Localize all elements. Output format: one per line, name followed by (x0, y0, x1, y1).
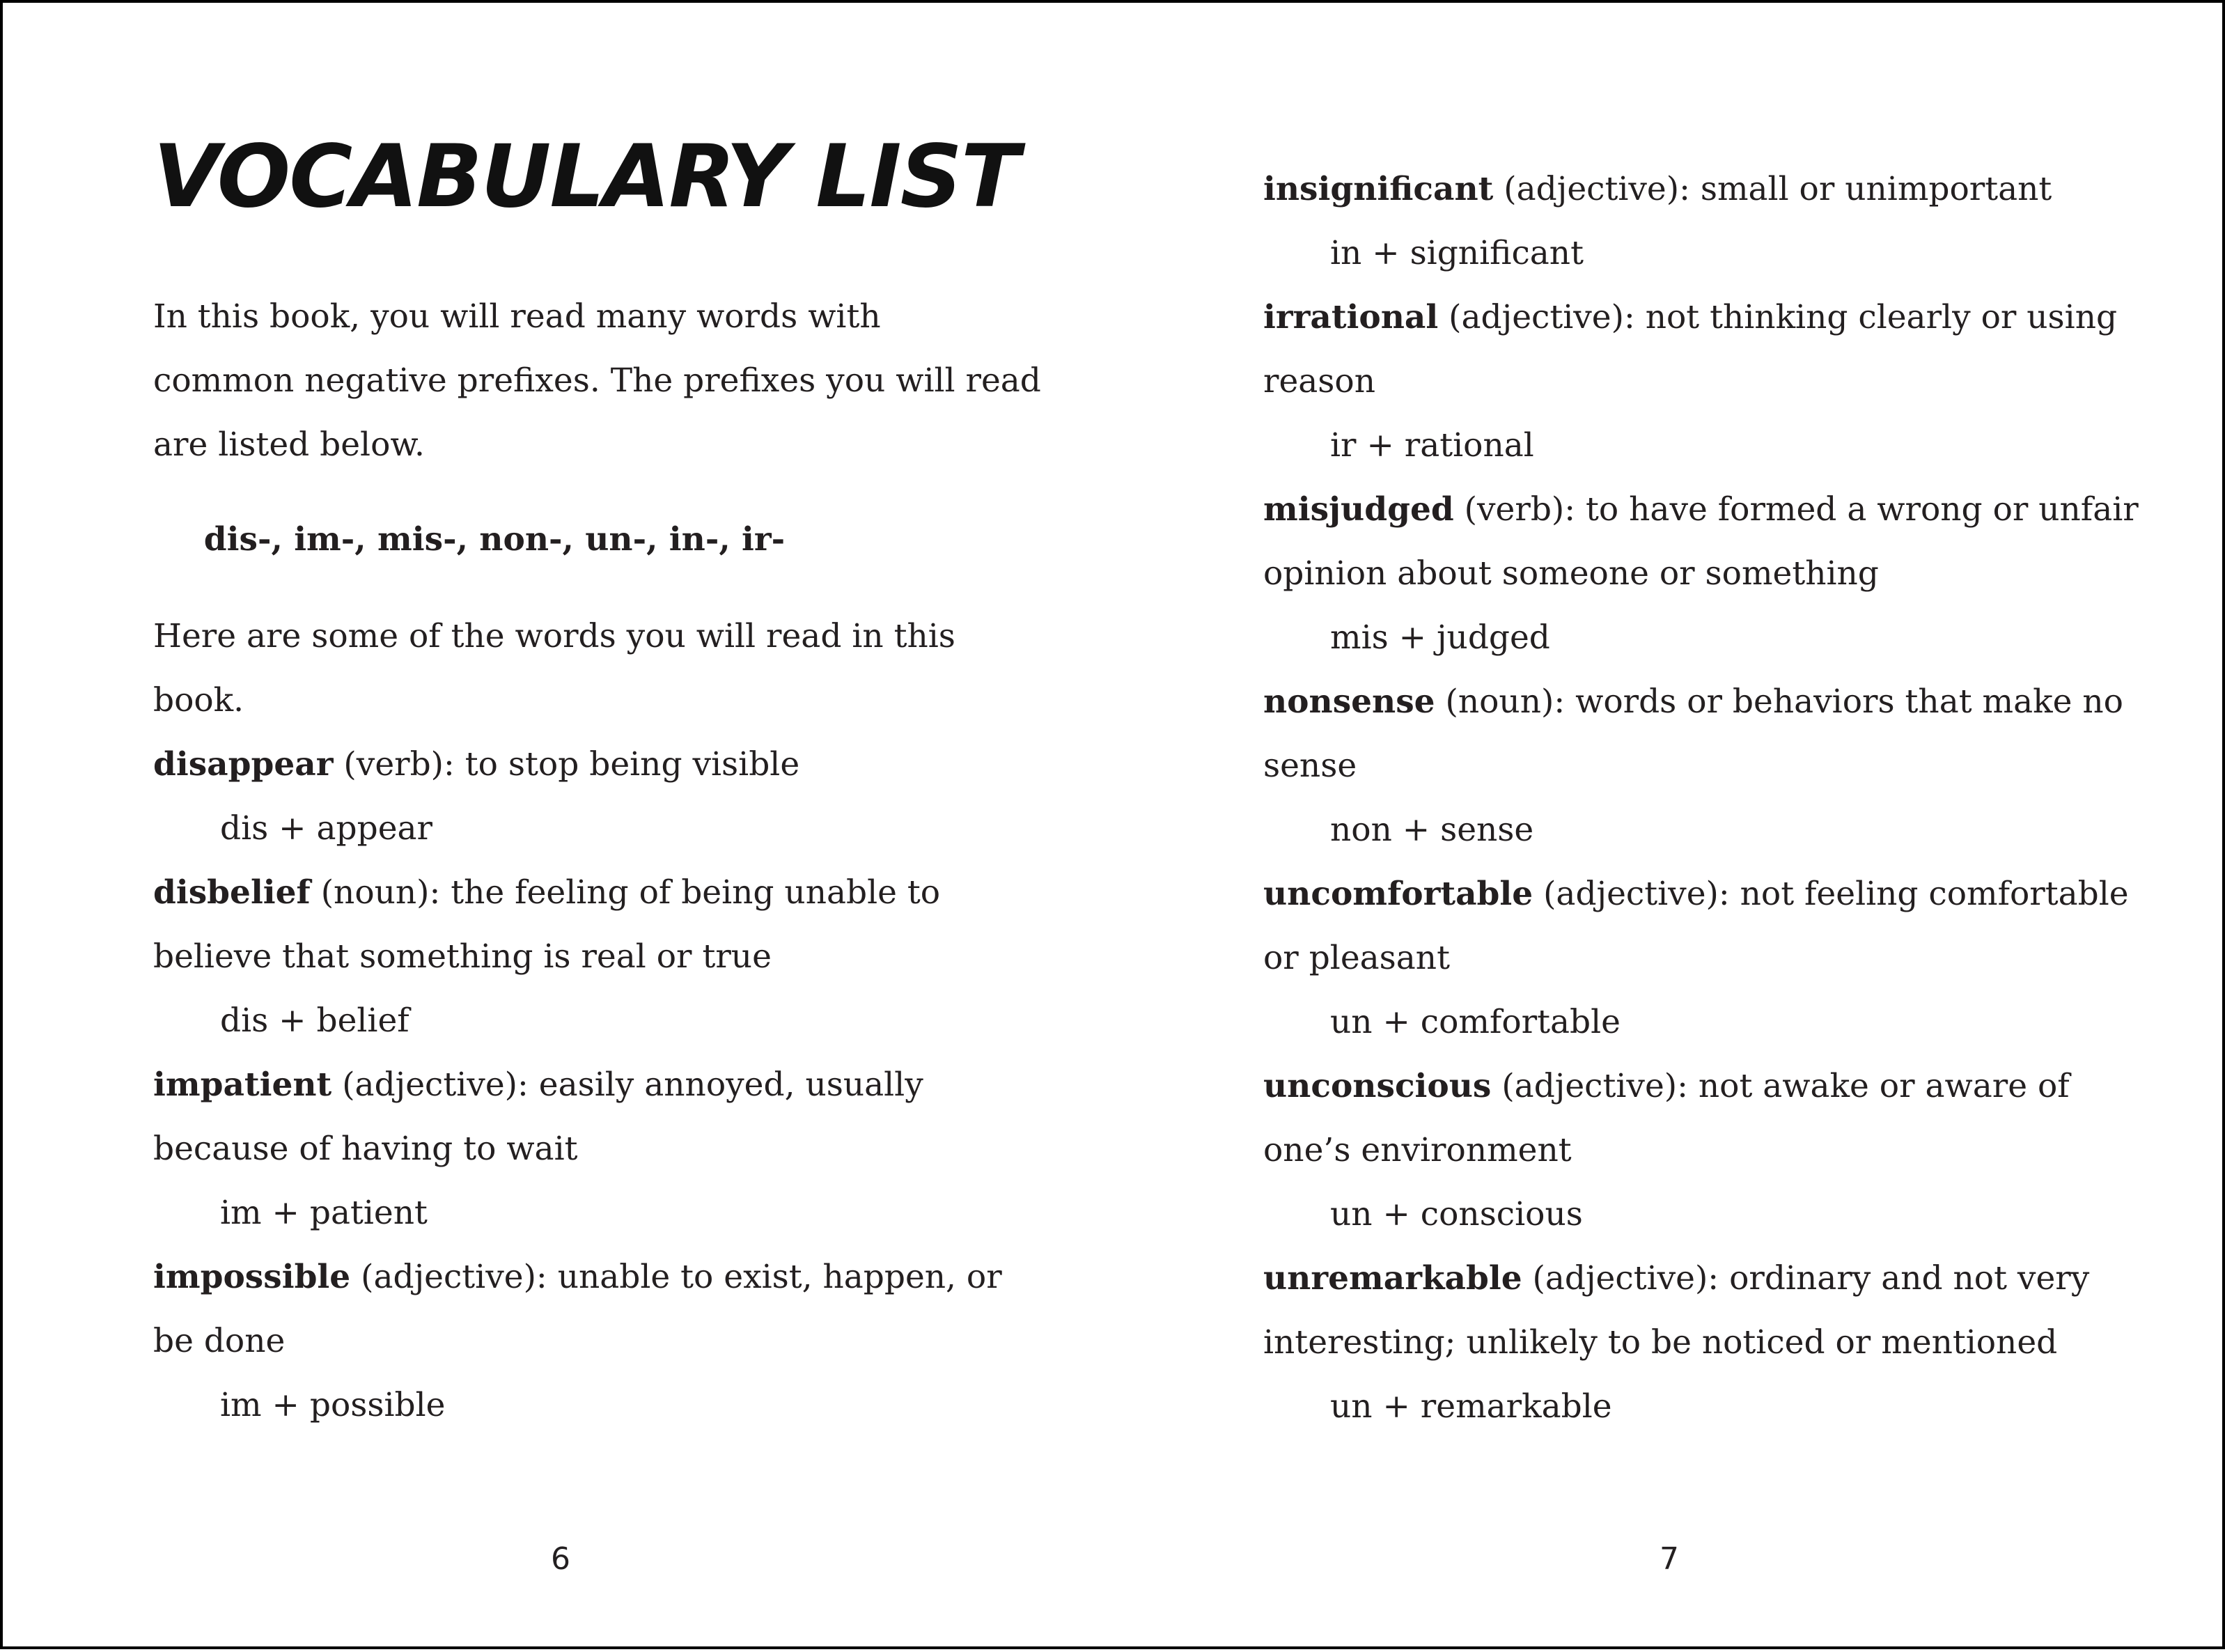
entry-irrational (1263, 286, 2139, 350)
left-page (3, 3, 1115, 1652)
entry-definition-continued: believe that something is real or true (153, 937, 772, 976)
vocabulary-list-left (153, 605, 1002, 1437)
entry-definition-continued: reason (1263, 362, 1375, 400)
entry-definition-continued: interesting; unlikely to be noticed or mentioned (1263, 1323, 2058, 1362)
entry-breakdown: ir + rational (1330, 426, 1534, 465)
entry-term: irrational (1263, 298, 1439, 336)
entry-term: unconscious (1263, 1067, 1492, 1105)
lead-in-line: book. (153, 681, 244, 719)
entry-term: uncomfortable (1263, 875, 1533, 913)
entry-breakdown: dis + appear (220, 809, 432, 848)
entry-definition: (adjective): small or unimportant (1493, 170, 2052, 208)
entry-breakdown: un + remarkable (1330, 1387, 1612, 1426)
entry-disappear (153, 733, 1002, 797)
entry-term: impatient (153, 1066, 332, 1104)
entry-unremarkable (1263, 1247, 2139, 1311)
entry-definition: (adjective): not awake or aware of (1491, 1067, 2070, 1105)
entry-definition: (noun): words or behaviors that make no (1435, 683, 2123, 721)
entry-breakdown: dis + belief (220, 1002, 409, 1040)
prefix-list: dis-, im-, mis-, non-, un-, in-, ir- (203, 520, 786, 559)
entry-term: nonsense (1263, 683, 1435, 721)
entry-breakdown: im + possible (220, 1386, 446, 1424)
entry-breakdown: non + sense (1330, 811, 1534, 849)
entry-term: unremarkable (1263, 1259, 1522, 1298)
entry-breakdown: in + significant (1330, 234, 1584, 272)
entry-insignificant (1263, 157, 2139, 221)
entry-term: disappear (153, 745, 334, 784)
right-page (1115, 3, 2225, 1652)
intro-line: are listed below. (153, 426, 425, 464)
entry-definition: (adjective): not thinking clearly or using (1438, 298, 2118, 336)
entry-definition: (adjective): unable to exist, happen, or (350, 1258, 1002, 1296)
entry-definition: (adjective): not feeling comfortable (1533, 875, 2129, 913)
entry-nonsense (1263, 670, 2139, 734)
intro-line: In this book, you will read many words with (153, 297, 881, 336)
entry-breakdown: mis + judged (1330, 618, 1550, 657)
entry-definition-continued: because of having to wait (153, 1130, 578, 1168)
intro-line: common negative prefixes. The prefixes you will read (153, 361, 1041, 400)
entry-definition-continued: one’s environment (1263, 1131, 1572, 1169)
entry-definition: (verb): to have formed a wrong or unfair (1453, 490, 2139, 529)
entry-term: misjudged (1263, 490, 1454, 529)
page-number-left: 6 (551, 1541, 570, 1577)
page-title: VOCABULARY LIST (153, 127, 1019, 227)
lead-in-line: Here are some of the words you will read in this (153, 617, 955, 655)
entry-definition-continued: opinion about someone or something (1263, 554, 1879, 593)
entry-term: insignificant (1263, 170, 1494, 208)
entry-definition-continued: be done (153, 1322, 286, 1360)
entry-breakdown: un + comfortable (1330, 1003, 1621, 1041)
page-number-right: 7 (1660, 1541, 1679, 1577)
vocabulary-list-right (1263, 157, 2139, 1439)
entry-misjudged (1263, 478, 2139, 542)
entry-term: impossible (153, 1258, 351, 1296)
intro-paragraph (153, 285, 1041, 477)
entry-impossible (153, 1245, 1002, 1309)
entry-uncomfortable (1263, 862, 2139, 926)
entry-impatient (153, 1053, 1002, 1117)
entry-breakdown: un + conscious (1330, 1195, 1583, 1233)
entry-definition-continued: or pleasant (1263, 939, 1450, 977)
entry-definition: (verb): to stop being visible (333, 745, 800, 784)
entry-definition: (adjective): easily annoyed, usually (331, 1066, 923, 1104)
entry-unconscious (1263, 1054, 2139, 1119)
entry-disbelief (153, 861, 1002, 925)
entry-definition-continued: sense (1263, 747, 1357, 785)
entry-definition: (noun): the feeling of being unable to (310, 873, 941, 912)
entry-definition: (adjective): ordinary and not very (1522, 1259, 2090, 1298)
entry-breakdown: im + patient (220, 1194, 428, 1232)
entry-term: disbelief (153, 873, 311, 912)
